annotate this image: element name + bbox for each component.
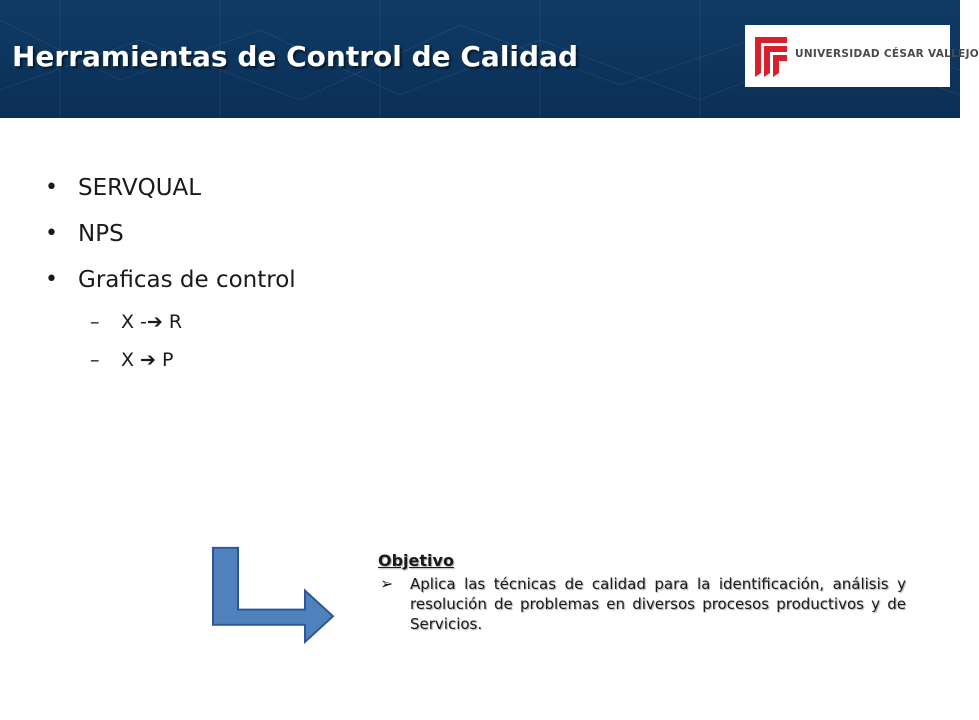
objective-item (378, 574, 906, 634)
sub-bullet-x-r (90, 311, 183, 333)
bullet-marker: • (45, 221, 58, 246)
bullet-item-nps (45, 221, 124, 247)
objective-title: Objetivo (378, 551, 454, 570)
logo-mark-icon (753, 33, 789, 79)
university-logo (745, 25, 979, 87)
bullet-marker: • (45, 267, 58, 292)
slide-header (0, 0, 979, 118)
bent-arrow-icon (208, 545, 338, 645)
sub-bullet-label: X ➔ P (121, 349, 174, 371)
slide-title: Herramientas de Control de Calidad (12, 40, 579, 73)
sub-bullet-x-p (90, 349, 174, 371)
sub-bullet-marker: – (90, 311, 100, 333)
bullet-marker: • (45, 175, 58, 200)
sub-bullet-label: X -➔ R (121, 311, 183, 333)
bullet-item-servqual (45, 175, 202, 201)
arrow-bullet-icon: ➢ (380, 574, 394, 593)
logo-text: UNIVERSIDAD CÉSAR VALLEJO (795, 48, 979, 60)
bullet-item-graficas (45, 267, 296, 293)
objective-text: Aplica las técnicas de calidad para la identificación, análisis y resolución de problemas en diversos procesos productivos y de Servicios. (410, 575, 906, 633)
bullet-label: NPS (78, 221, 124, 247)
bullet-label: Graficas de control (78, 267, 296, 293)
bullet-label: SERVQUAL (78, 175, 202, 201)
objective-box (378, 551, 906, 634)
sub-bullet-marker: – (90, 349, 100, 371)
